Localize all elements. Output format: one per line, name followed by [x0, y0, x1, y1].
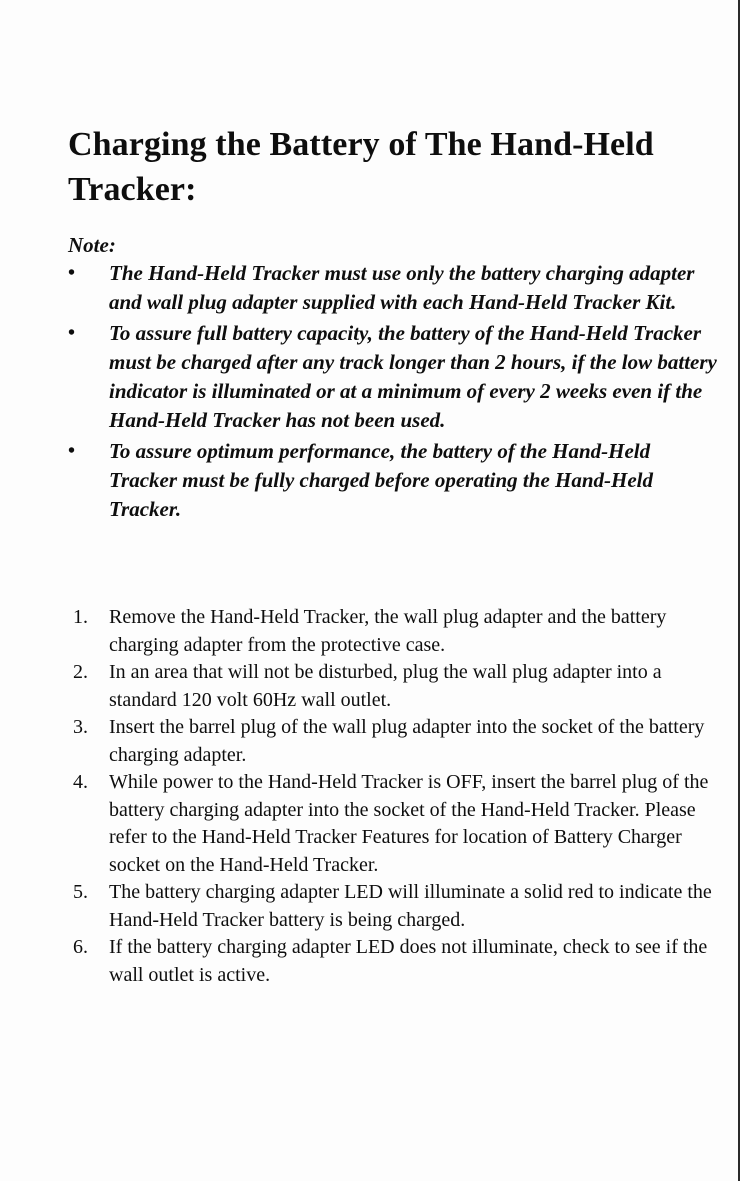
note-item: [68, 259, 723, 317]
step-text: In an area that will not be disturbed, plug the wall plug adapter into a standard 120 volt 60Hz wall outlet.: [109, 661, 662, 711]
step-number: 6.: [73, 936, 88, 958]
step-item: [73, 879, 723, 934]
step-number: 3.: [73, 716, 88, 738]
note-text: To assure optimum performance, the battery of the Hand-Held Tracker must be fully charged before operating the Hand-Held Tracker.: [109, 439, 654, 521]
step-text: The battery charging adapter LED will illuminate a solid red to indicate the Hand-Held Tracker battery is being charged.: [109, 881, 712, 931]
note-list: [68, 259, 723, 526]
step-item: [73, 659, 723, 714]
note-label: Note:: [68, 233, 116, 257]
step-item: [73, 934, 723, 989]
bullet-icon: •: [68, 262, 76, 284]
bullet-icon: •: [68, 440, 76, 462]
step-item: [73, 769, 723, 879]
step-item: [73, 714, 723, 769]
step-text: Remove the Hand-Held Tracker, the wall plug adapter and the battery charging adapter from the protective case.: [109, 606, 667, 656]
step-number: 5.: [73, 881, 88, 903]
bullet-icon: •: [68, 322, 76, 344]
step-text: While power to the Hand-Held Tracker is OFF, insert the barrel plug of the battery charging adapter into the socket of the Hand-Held Tracker. Please refer to the Hand-Held Tracker Features for location of Battery Charger socket on the Hand-Held Tracker.: [109, 771, 709, 876]
note-text: The Hand-Held Tracker must use only the battery charging adapter and wall plug adapter supplied with each Hand-Held Tracker Kit.: [109, 261, 695, 314]
page-title: Charging the Battery of The Hand-Held Tracker:: [68, 126, 654, 208]
step-number: 1.: [73, 606, 88, 628]
step-number: 4.: [73, 771, 88, 793]
step-text: Insert the barrel plug of the wall plug adapter into the socket of the battery charging adapter.: [109, 716, 705, 766]
step-text: If the battery charging adapter LED does not illuminate, check to see if the wall outlet is active.: [109, 936, 708, 986]
note-text: To assure full battery capacity, the battery of the Hand-Held Tracker must be charged after any track longer than 2 hours, if the low battery indicator is illuminated or at a minimum of every 2 weeks even if the Hand-Held Tracker has not been used.: [109, 321, 717, 432]
step-item: [73, 604, 723, 659]
step-list: [73, 604, 723, 989]
step-number: 2.: [73, 661, 88, 683]
note-item: [68, 437, 723, 524]
note-item: [68, 319, 723, 435]
